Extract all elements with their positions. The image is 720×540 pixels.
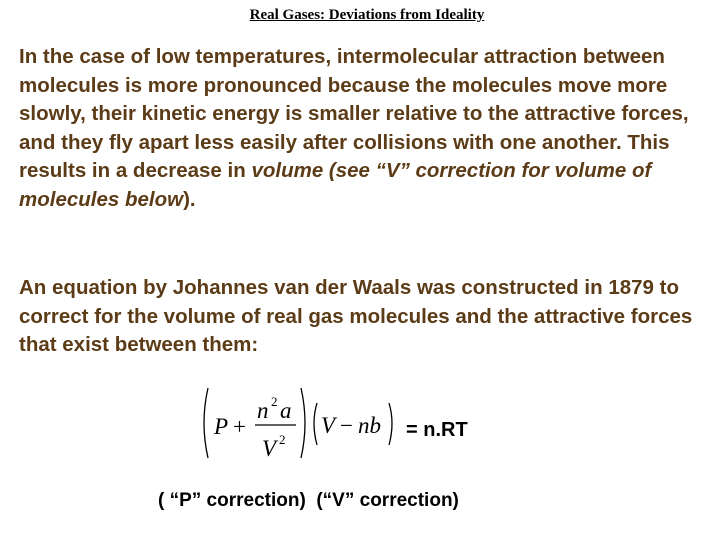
right-paren-1 — [301, 388, 305, 458]
eq-V: V — [321, 413, 336, 438]
eq-a: a — [280, 398, 292, 423]
eq-P: P — [214, 414, 229, 439]
eq-n-exp: 2 — [271, 394, 278, 409]
eq-plus: + — [233, 414, 246, 439]
eq-minus: − — [340, 413, 353, 438]
paragraph-text: In the case of low temperatures, intermolecular attraction between molecules is more pronounced because the molecules move more slowly, their kinetic energy is smaller relative to the attractive forces, and they fly apart less easily after collisions with one another. This results in a decrease in — [19, 45, 689, 182]
paragraph-low-temperature — [19, 43, 714, 214]
eq-V-denominator: V — [262, 436, 277, 461]
eq-nb: nb — [358, 413, 381, 438]
correction-labels: ( “P” correction) (“V” correction) — [158, 490, 459, 511]
left-paren-2 — [314, 403, 317, 445]
paragraph-italic-text: volume (see “V” correction for volume of molecules below — [19, 159, 652, 211]
page-title: Real Gases: Deviations from Ideality — [249, 7, 485, 23]
equation-rhs: = n.RT — [406, 419, 468, 441]
left-paren-1 — [204, 388, 208, 458]
van-der-waals-equation — [197, 378, 402, 468]
paragraph-van-der-waals: An equation by Johannes van der Waals was constructed in 1879 to correct for the volume of real gas molecules and the attractive forces that exist between them: — [19, 276, 693, 356]
eq-n: n — [257, 398, 269, 423]
right-paren-2 — [389, 403, 392, 445]
eq-V-exp: 2 — [279, 432, 286, 447]
paragraph-text-end: ). — [183, 187, 196, 211]
